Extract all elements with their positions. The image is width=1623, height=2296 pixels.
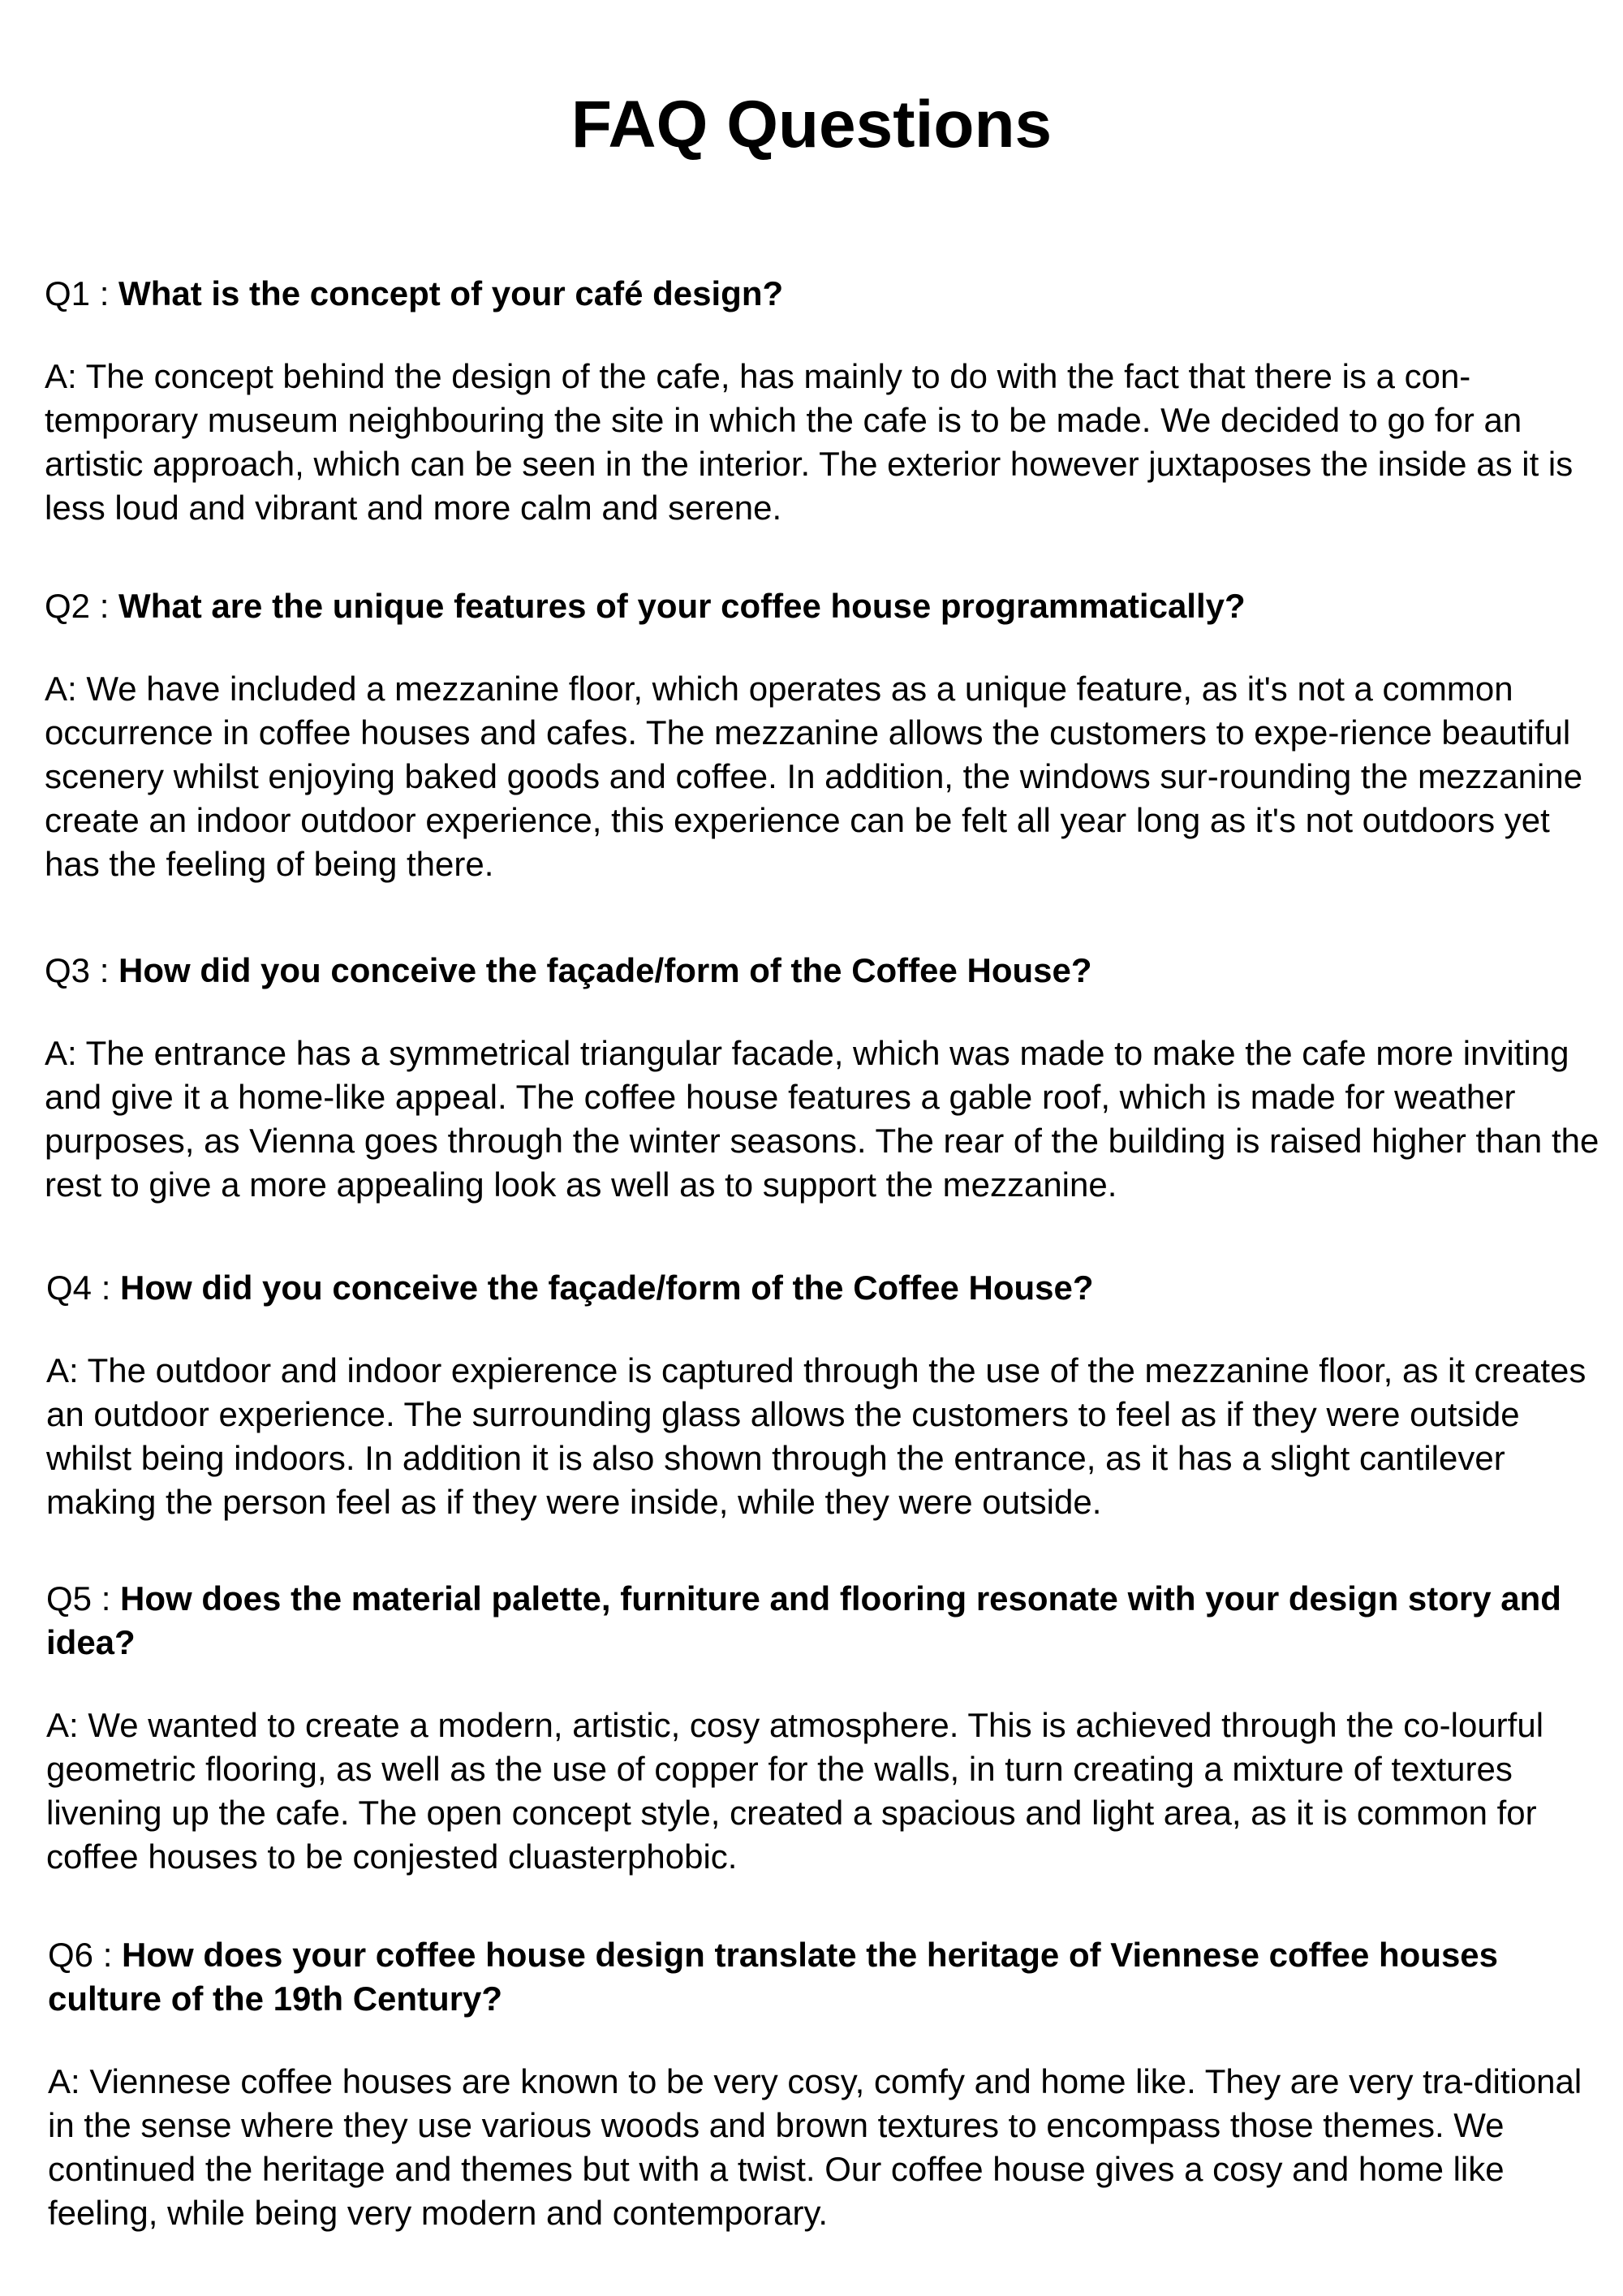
faq-question [46, 1577, 1604, 1665]
faq-answer: A: The outdoor and indoor expierence is captured through the use of the mezzanine floor, as it creates an outdoor experience. The surrounding glass allows the customers to feel as if they were outside whilst being indoors. In addition it is also shown through the entrance, as it has a slight cantilever making the person feel as if they were inside, while they were outside. [46, 1351, 1586, 1521]
question-label: Q4 : [46, 1269, 121, 1307]
question-text: How did you conceive the façade/form of the Coffee House? [120, 1269, 1094, 1307]
question-text: How does your coffee house design translate the heritage of Viennese coffee houses culture of the 19th Century? [48, 1936, 1499, 2018]
question-label: Q2 : [45, 587, 119, 625]
faq-answer: A: We have included a mezzanine floor, which operates as a unique feature, as it's not a common occurrence in coffee houses and cafes. The mezzanine allows the customers to expe-rience beautiful scenery whilst enjoying baked goods and coffee. In addition, the windows sur-rounding the mezzanine create an indoor outdoor experience, this experience can be felt all year long as it's not outdoors yet has the feeling of being there. [45, 670, 1583, 883]
faq-question [45, 584, 1603, 628]
question-text: What is the concept of your café design? [118, 274, 784, 312]
faq-item-5 [46, 1577, 1604, 1879]
faq-answer: A: We wanted to create a modern, artistic, cosy atmosphere. This is achieved through the co-lourful geometric flooring, as well as the use of copper for the walls, in turn creating a mixture of textures livening up the cafe. The open concept style, created a spacious and light area, as it is common for coffee houses to be conjested cluasterphobic. [46, 1706, 1544, 1876]
faq-answer: A: The concept behind the design of the cafe, has mainly to do with the fact that there is a con-temporary museum neighbouring the site in which the cafe is to be made. We decided to go for an artistic approach, which can be seen in the interior. The exterior however juxtaposes the inside as it is less loud and vibrant and more calm and serene. [45, 357, 1573, 527]
question-label: Q5 : [46, 1579, 121, 1618]
faq-item-6 [48, 1933, 1606, 2235]
faq-item-3 [45, 949, 1603, 1207]
question-label: Q6 : [48, 1936, 123, 1974]
faq-question [45, 272, 1603, 316]
faq-question [46, 1266, 1604, 1310]
faq-question [45, 949, 1603, 993]
question-text: How does the material palette, furniture and flooring resonate with your design story and idea? [46, 1579, 1561, 1661]
faq-question [48, 1933, 1606, 2021]
question-text: How did you conceive the façade/form of the Coffee House? [118, 951, 1092, 989]
question-label: Q3 : [45, 951, 119, 989]
page-title: FAQ Questions [570, 88, 1053, 162]
faq-answer: A: Viennese coffee houses are known to be very cosy, comfy and home like. They are very tra-ditional in the sense where they use various woods and brown textures to encompass those themes. We continued the heritage and themes but with a twist. Our coffee house gives a cosy and home like feeling, while being very modern and contemporary. [48, 2062, 1582, 2232]
question-text: What are the unique features of your coffee house programmatically? [118, 587, 1246, 625]
question-label: Q1 : [45, 274, 119, 312]
faq-item-4 [46, 1266, 1604, 1524]
faq-item-2 [45, 584, 1603, 886]
faq-answer: A: The entrance has a symmetrical triangular facade, which was made to make the cafe more inviting and give it a home-like appeal. The coffee house features a gable roof, which is made for weather purposes, as Vienna goes through the winter seasons. The rear of the building is raised higher than the rest to give a more appealing look as well as to support the mezzanine. [45, 1034, 1599, 1204]
faq-item-1 [45, 272, 1603, 530]
